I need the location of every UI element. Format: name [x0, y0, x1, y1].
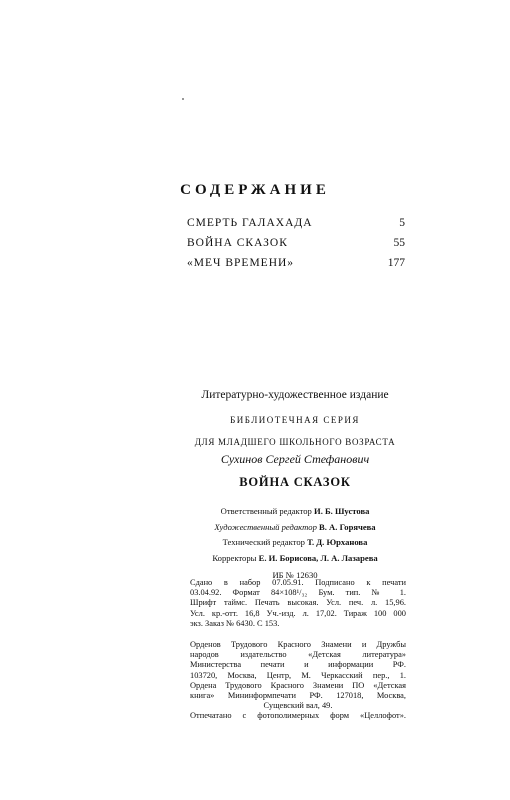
credit-role: Художественный редактор	[214, 521, 317, 532]
credit-name: Т. Д. Юрханова	[307, 537, 368, 547]
toc-item-page: 177	[387, 257, 405, 269]
publisher-line: 103720, Москва, Центр, М. Черкасский пер., 1.	[190, 670, 406, 680]
credit-name: И. Б. Шустова	[314, 506, 370, 516]
print-line: экз. Заказ № 6430. С 153.	[190, 618, 280, 628]
table-of-contents	[187, 213, 405, 273]
toc-item-title: ВОЙНА СКАЗОК	[187, 237, 288, 249]
toc-item[interactable]	[187, 233, 405, 253]
credit-line	[180, 520, 410, 536]
publisher-line: Ордена Трудового Красного Знамени ПО «Детская	[190, 680, 406, 690]
print-line: Усл. кр.-отт. 16,8 Уч.-изд. л. 17,02. Тираж 100 000	[190, 608, 406, 618]
publisher-line: книга» Мининформпечати РФ. 127018, Москва,	[190, 691, 406, 701]
ib-number: ИБ № 12630	[272, 570, 318, 580]
toc-item-page: 5	[399, 217, 405, 229]
credit-name: В. А. Горячева	[319, 521, 376, 532]
print-line: Сдано в набор 07.05.91. Подписано к печати	[190, 578, 406, 587]
publisher-details	[190, 640, 406, 722]
toc-item-page: 55	[393, 237, 405, 249]
credit-line	[180, 551, 410, 567]
credit-line	[180, 535, 410, 551]
toc-item-title: «МЕЧ ВРЕМЕНИ»	[187, 257, 295, 269]
credit-role: Ответственный редактор	[220, 506, 312, 516]
print-line: 03.04.92. Формат 84×108¹/₃₂ Бум. тип. № 1.	[190, 588, 406, 598]
book-title: ВОЙНА СКАЗОК	[239, 475, 351, 489]
publisher-line: Орденов Трудового Красного Знамени и Дружбы	[190, 640, 406, 649]
credit-role: Корректоры	[212, 552, 257, 563]
colophon	[180, 388, 410, 581]
author-name: Сухинов Сергей Стефанович	[220, 452, 370, 466]
publisher-line: народов издательство «Детская литература»	[190, 650, 406, 660]
series-name: БИБЛИОТЕЧНАЯ СЕРИЯ	[230, 415, 360, 425]
edition-type: Литературно-художественное издание	[201, 389, 389, 401]
credit-name: Е. И. Борисова, Л. А. Лазарева	[258, 552, 378, 563]
print-details	[190, 578, 406, 629]
publisher-line: Отпечатано с фотополимерных форм «Целлофот».	[190, 711, 406, 721]
stray-print-mark	[182, 98, 184, 100]
toc-item-title: СМЕРТЬ ГАЛАХАДА	[187, 217, 313, 229]
credit-line	[180, 504, 410, 520]
credit-role: Технический редактор	[222, 537, 305, 547]
age-group: ДЛЯ МЛАДШЕГО ШКОЛЬНОГО ВОЗРАСТА	[194, 437, 396, 447]
toc-item[interactable]	[187, 213, 405, 233]
credits-list	[180, 504, 410, 566]
toc-item[interactable]	[187, 253, 405, 273]
contents-heading: СОДЕРЖАНИЕ	[180, 182, 330, 198]
publisher-line: Министерства печати и информации РФ.	[190, 660, 406, 670]
print-line: Шрифт таймс. Печать высокая. Усл. печ. л. 15,96.	[190, 598, 406, 608]
publisher-line: Сущевский вал, 49.	[263, 701, 333, 711]
